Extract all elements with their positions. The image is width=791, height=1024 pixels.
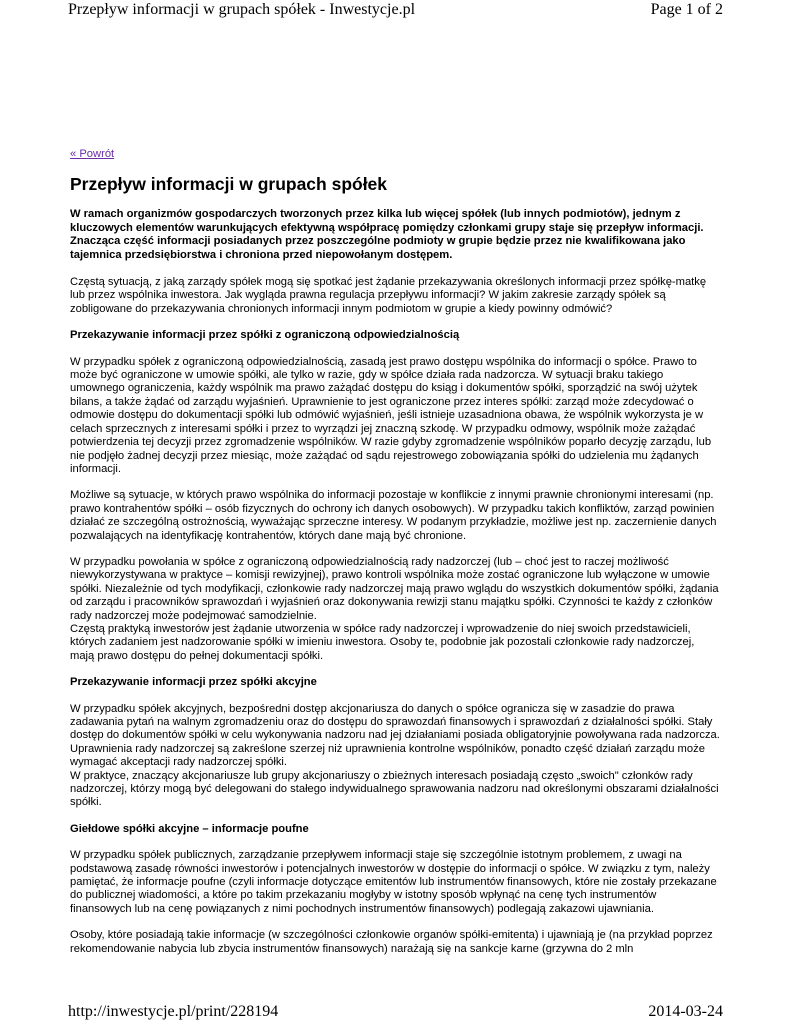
article-title: Przepływ informacji w grupach spółek (70, 174, 388, 195)
print-footer (68, 1003, 723, 1021)
paragraph: Osoby, które posiadają takie informacje (w szczególności członkowie organów spółki-emitenta) i ujawniają je (na przykład poprzez rekomendowanie nabycia lub zbycia instrumentów finansowych) narażają się na sankcje karne (grzywna do 2 mln (70, 929, 713, 955)
article-lead: W ramach organizmów gospodarczych tworzonych przez kilka lub więcej spółek (lub innych podmiotów), jednym z kluczowych elementów warunkujących efektywną współpracę pomiędzy członkami grupy staje się przepływ informacji. Znacząca część informacji posiadanych przez poszczególne podmioty w grupie będzie przez nie kwalifikowana jako tajemnica przedsiębiorstwa i chroniona przed niepowołanym dostępem. (70, 208, 704, 261)
print-header-title: Przepływ informacji w grupach spółek - Inwestycje.pl (68, 1, 416, 18)
paragraph: W przypadku spółek z ograniczoną odpowiedzialnością, zasadą jest prawo dostępu wspólnika do informacji o spółce. Prawo to może być ograniczone w umowie spółki, ale tylko w razie, gdy w spółce działa rada nadzorcza. W sytuacji braku takiego umownego ograniczenia, każdy wspólnik ma prawo zażądać dostępu do ksiąg i dokumentów spółki, sporządzić na swój użytek bilans, a także żądać od zarządu wyjaśnień. Uprawnienie to jest ograniczone przez interes spółki: zarząd może zdecydować o odmowie dostępu do dokumentacji spółki lub odmówić wyjaśnień, jeśli istnieje uzasadniona obawa, że wspólnik wykorzysta je w celach sprzecznych z interesami spółki i przez to wyrządzi jej znaczną szkodę. W przypadku odmowy, wspólnik może zażądać potwierdzenia tej decyzji przez zgromadzenie wspólników. W razie gdyby zgromadzenie wspólników poparło decyzję zarządu, lub nie podjęło żadnej decyzji przez miesiąc, może zażądać od sądu rejestrowego zobowiązania spółki do udzielenia mu żądanych informacji. (70, 355, 712, 475)
paragraph: Możliwe są sytuacje, w których prawo wspólnika do informacji pozostaje w konflikcie z innymi prawnie chronionymi interesami (np. prawo kontrahentów spółki – osób fizycznych do ochrony ich danych osobowych). W przypadku takich konfliktów, zarząd powinien działać ze szczególną ostrożnością, wyważając sprzeczne interesy. W podanym przykładzie, możliwe jest np. zaczernienie danych pozwalających na identyfikację kontrahentów, których dane mają być chronione. (70, 489, 717, 542)
paragraph: W przypadku powołania w spółce z ograniczoną odpowiedzialnością rady nadzorczej (lub – choć jest to raczej możliwość niewykorzystywana w praktyce – komisji rewizyjnej), prawo kontroli wspólnika może zostać ograniczone lub wyłączone w umowie spółki. Niezależnie od tych modyfikacji, członkowie rady nadzorczej mają prawo wglądu do wszystkich dokumentów spółki, żądania od zarządu i pracowników sprawozdań i wyjaśnień oraz dokonywania rewizji stanu majątku spółki. Czynności te każdy z członków rady nadzorczej może podejmować samodzielnie. (70, 555, 719, 622)
page-url: http://inwestycje.pl/print/228194 (68, 1003, 279, 1020)
article-content (70, 148, 720, 969)
paragraph: W przypadku spółek publicznych, zarządzanie przepływem informacji staje się szczególnie istotnym problemem, z uwagi na podstawową zasadę równości inwestorów i potencjalnych inwestorów w dostępie do informacji o spółce. W związku z tym, należy pamiętać, że informacje poufne (czyli informacje dotyczące emitentów lub instrumentów finansowych, które nie zostały przekazane do publicznej wiadomości, a które po takim przekazaniu mogłyby w istotny sposób wpłynąć na cenę tych instrumentów finansowych lub na cenę powiązanych z nimi pochodnych instrumentów finansowych) podlegają zakazowi ujawniania. (70, 849, 717, 915)
article-intro: Częstą sytuacją, z jaką zarządy spółek mogą się spotkać jest żądanie przekazywania określonych informacji przez spółkę-matkę lub przez wspólnika inwestora. Jak wygląda prawna regulacja przepływu informacji? W jakim zakresie zarządy spółek są zobligowane do przekazywania chronionych informacji innym podmiotom w grupie a kiedy powinny odmówić? (70, 276, 707, 315)
print-date: 2014-03-24 (648, 1003, 723, 1020)
back-link[interactable]: « Powrót (70, 148, 115, 160)
page-number: Page 1 of 2 (650, 1, 723, 18)
paragraph: W praktyce, znaczący akcjonariusze lub grupy akcjonariuszy o zbieżnych interesach posiadają często „swoich" członków rady nadzorczej, którzy mogą być delegowani do stałego indywidualnego sprawowania nadzoru nad określonymi obszarami działalności spółki. (70, 769, 719, 809)
section-heading-public: Giełdowe spółki akcyjne – informacje poufne (70, 822, 309, 835)
paragraph: Częstą praktyką inwestorów jest żądanie utworzenia w spółce rady nadzorczej i wprowadzenie do niej swoich przedstawicieli, których zadaniem jest nadzorowanie spółki w imieniu inwestora. Osoby te, podobnie jak pozostali członkowie rady nadzorczej, mają prawo dostępu do pełnej dokumentacji spółki. (70, 622, 695, 662)
section-heading-sp-zoo: Przekazywanie informacji przez spółki z ograniczoną odpowiedzialnością (70, 329, 460, 342)
print-header (68, 1, 723, 19)
section-heading-sa: Przekazywanie informacji przez spółki akcyjne (70, 676, 317, 689)
paragraph: W przypadku spółek akcyjnych, bezpośredni dostęp akcjonariusza do danych o spółce ogranicza się w zasadzie do prawa zadawania pytań na walnym zgromadzeniu oraz do dostępu do sprawozdań finansowych i sprawozdań z działalności spółki. Stały dostęp do dokumentów spółki w celu wykonywania nadzoru nad jej działaniami posiada obligatoryjnie powoływana rada nadzorcza. Uprawnienia rady nadzorczej są zakreślone szerzej niż uprawnienia kontrolne wspólników, ponadto część działań zarządu może wymagać akceptacji rady nadzorczej spółki. (70, 702, 720, 769)
